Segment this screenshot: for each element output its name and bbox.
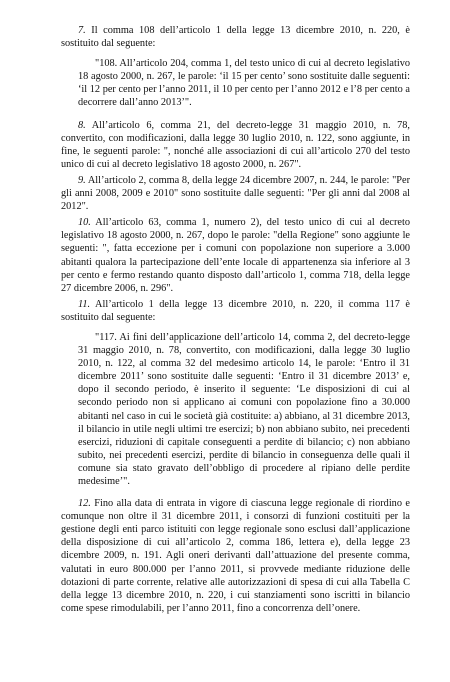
paragraph-number: 7.	[78, 25, 86, 36]
paragraph-12	[61, 497, 410, 615]
paragraph-text: All’articolo 63, comma 1, numero 2), del testo unico di cui al decreto legislativo 18 agosto 2000, n. 267, dopo le parole: "della Regione" sono aggiunte le seguenti: ", fatta eccezione per i comuni con popolazione non superiore a 3.000 abitanti qualora la partecipazione dell’ente locale di appartenenza sia inferiore al 3 per cento e fermo restando quanto disposto dall’articolo 1, comma 718, della legge 27 dicembre 2006, n. 296".	[61, 217, 410, 294]
quote-text: "117. Ai fini dell’applicazione dell’articolo 14, comma 2, del decreto-legge 31 maggio 2010, n. 78, convertito, con modificazioni, dalla legge 30 luglio 2010, n. 122, al comma 32 del medesimo articolo 14, le parole: ‘Entro il 31 dicembre 2011’ sono sostituite dalle seguenti: ‘Entro il 31 dicembre 2013’ e, dopo il secondo periodo, è inserito il seguente: ‘Le disposizioni di cui al secondo periodo non si applicano ai comuni con popolazione fino a 30.000 abitanti nel caso in cui le società già costituite: a) abbiano, al 31 dicembre 2013, il bilancio in utile negli ultimi tre esercizi; b) non abbiano subito, nei precedenti esercizi, riduzioni di capitale conseguenti a perdite di bilancio; c) non abbiano subito, nei precedenti esercizi, perdite di bilancio in conseguenza delle quali il comune sia stato gravato dell’obbligo di procedere al ripiano delle perdite medesime’".	[78, 331, 410, 487]
paragraph-text: Il comma 108 dell’articolo 1 della legge 13 dicembre 2010, n. 220, è sostituito dal seguente:	[61, 25, 410, 50]
quoted-comma-108	[78, 57, 410, 109]
quoted-comma-117	[78, 331, 410, 488]
paragraph-11	[61, 298, 410, 324]
paragraph-number: 9.	[78, 174, 86, 186]
quote-text: "108. All’articolo 204, comma 1, del testo unico di cui al decreto legislativo 18 agosto 2000, n. 267, le parole: ‘il 15 per cento’ sono sostituite dalle seguenti: ‘il 12 per cento per l’anno 2011, il 10 per cento per l’anno 2012 e l’8 per cento a decorrere dall’anno 2013’".	[78, 58, 410, 109]
paragraph-text: All’articolo 1 della legge 13 dicembre 2010, n. 220, il comma 117 è sostituito dal seguente:	[61, 298, 410, 323]
paragraph-number: 10.	[78, 217, 91, 229]
paragraph-text: All’articolo 2, comma 8, della legge 24 dicembre 2007, n. 244, le parole: "Per gli anni 2008, 2009 e 2010" sono sostituite dalle seguenti: "Per gli anni dal 2008 al 2012".	[61, 174, 410, 213]
paragraph-number: 12.	[78, 498, 91, 510]
paragraph-text: All’articolo 6, comma 21, del decreto-legge 31 maggio 2010, n. 78, convertito, con modificazioni, dalla legge 30 luglio 2010, n. 122, sono aggiunte, in fine, le seguenti parole: ", nonché alle associazioni di cui all’articolo 270 del testo unico di cui al decreto legislativo 18 agosto 2000, n. 267".	[61, 119, 410, 170]
paragraph-9	[61, 174, 410, 213]
paragraph-number: 11.	[78, 298, 91, 310]
paragraph-10	[61, 216, 410, 295]
paragraph-text: Fino alla data di entrata in vigore di ciascuna legge regionale di riordino e comunque non oltre il 31 dicembre 2011, i consorzi di funzioni costituiti per la gestione degli enti parco istituiti con legge regionale sono esclusi dall’applicazione della disposizione di cui all’articolo 2, comma 186, lettera e), della legge 23 dicembre 2009, n. 191. Agli oneri derivanti dall’attuazione del presente comma, valutati in euro 800.000 per l’anno 2011, si provvede mediante riduzione delle dotazioni di parte corrente, relative alle autorizzazioni di spesa di cui alla Tabella C della legge 13 dicembre 2010, n. 220, i cui stanziamenti sono iscritti in bilancio come spese rimodulabili, per l’anno 2011, fino a concorrenza dell’onere.	[61, 498, 410, 614]
paragraph-7	[61, 24, 410, 50]
paragraph-8	[61, 119, 410, 171]
paragraph-number: 8.	[78, 119, 86, 131]
